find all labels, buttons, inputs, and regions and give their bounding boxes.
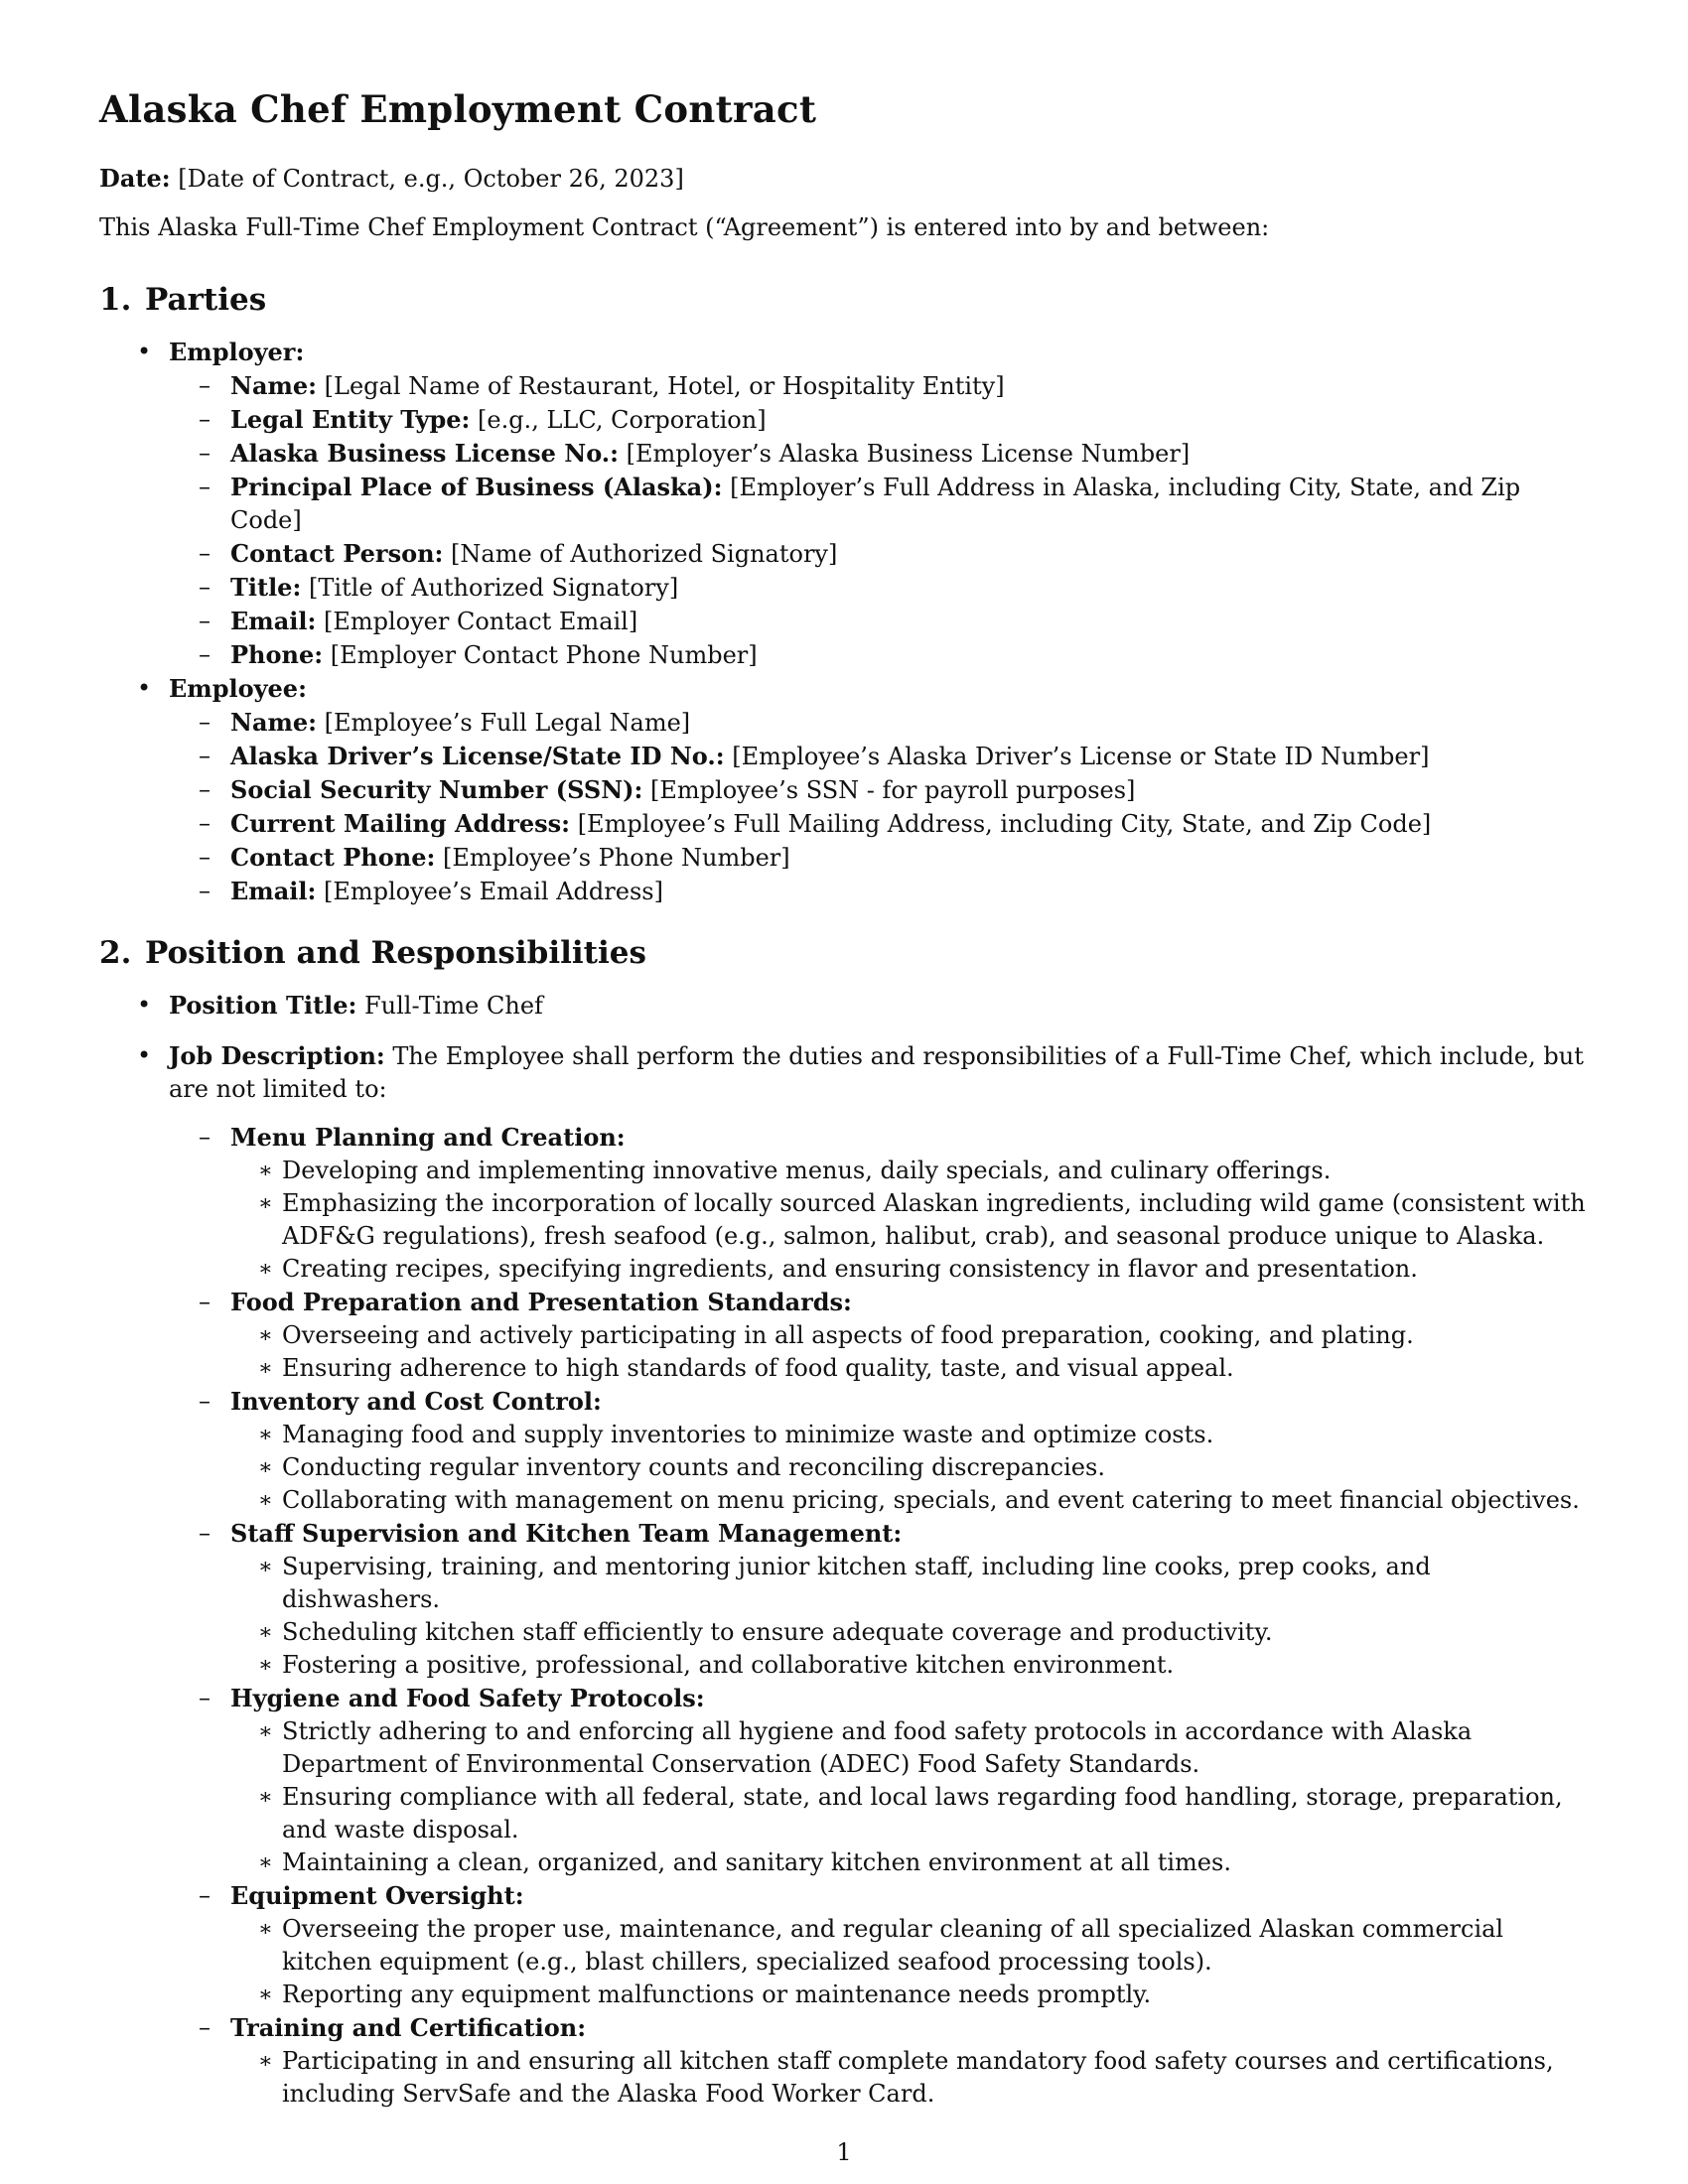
duty-text: Ensuring compliance with all federal, state, and local laws regarding food handling, storage, preparation, and waste disposal. (282, 1783, 1563, 1843)
employer-label: Employer: (169, 338, 305, 366)
position-list (99, 989, 1589, 2111)
field-value: [Employee’s Full Mailing Address, including City, State, and Zip Code] (577, 810, 1432, 838)
field-value: [Employer Contact Email] (323, 608, 638, 635)
dash-icon: – (199, 1288, 211, 1315)
section-number: 1. (99, 282, 132, 318)
duty-category (169, 2011, 1589, 2111)
employer-field-item (169, 537, 1589, 571)
duty-text: Scheduling kitchen staff efficiently to ensure adequate coverage and productivity. (282, 1618, 1273, 1646)
dash-icon: – (199, 809, 211, 837)
dash-icon: – (199, 1123, 211, 1151)
asterisk-icon: ∗ (258, 1620, 273, 1645)
employee-field-item (169, 807, 1589, 841)
duty-items (230, 1419, 1589, 1517)
asterisk-icon: ∗ (258, 1356, 273, 1381)
duty-text: Ensuring adherence to high standards of food quality, taste, and visual appeal. (282, 1354, 1234, 1382)
duty-category (169, 1517, 1589, 1682)
duty-items (230, 1155, 1589, 1286)
bullet-icon: • (137, 991, 152, 1019)
employee-label: Employee: (169, 674, 307, 703)
section-heading-parties (99, 282, 266, 318)
dash-icon: – (199, 371, 211, 399)
duty-text: Participating in and ensuring all kitchen staff complete mandatory food safety courses and certifications, including ServSafe and the Alaska Food Worker Card. (282, 2047, 1554, 2108)
dash-icon: – (199, 573, 211, 601)
duty-items (230, 1551, 1589, 1682)
document-title: Alaska Chef Employment Contract (99, 87, 817, 131)
dash-icon: – (199, 1684, 211, 1711)
employer-field-item (169, 369, 1589, 403)
dash-icon: – (199, 775, 211, 803)
duties-list (169, 1121, 1589, 2111)
duty-text: Managing food and supply inventories to minimize waste and optimize costs. (282, 1421, 1214, 1448)
position-label: Position Title: (169, 991, 357, 1020)
employer-details (169, 369, 1589, 672)
duty-heading: Equipment Oversight: (230, 1881, 524, 1910)
duty-heading: Training and Certification: (230, 2013, 587, 2042)
duty-text: Collaborating with management on menu pricing, specials, and event catering to meet financial objectives. (282, 1486, 1580, 1514)
employee-field-item (169, 841, 1589, 875)
field-value: [Employer’s Full Address in Alaska, including City, State, and Zip Code] (230, 474, 1521, 534)
duty-text: Supervising, training, and mentoring junior kitchen staff, including line cooks, prep cooks, and dishwashers. (282, 1553, 1431, 1613)
field-value: [Employee’s Alaska Driver’s License or State ID Number] (732, 743, 1430, 770)
duty-item (230, 1451, 1589, 1484)
duty-text: Reporting any equipment malfunctions or maintenance needs promptly. (282, 1980, 1152, 2008)
duty-text: Fostering a positive, professional, and collaborative kitchen environment. (282, 1651, 1175, 1679)
asterisk-icon: ∗ (258, 1917, 273, 1942)
list-item-job-description (99, 1039, 1589, 2111)
duty-item (230, 2045, 1589, 2111)
duty-heading: Hygiene and Food Safety Protocols: (230, 1684, 705, 1712)
field-label: Current Mailing Address: (230, 809, 571, 838)
field-label: Name: (230, 371, 318, 400)
duty-item (230, 1253, 1589, 1286)
list-item-employer (99, 336, 1589, 672)
field-value: [Title of Authorized Signatory] (308, 574, 679, 602)
duty-item (230, 1319, 1589, 1352)
field-label: Contact Phone: (230, 843, 436, 872)
asterisk-icon: ∗ (258, 2049, 273, 2074)
field-value: [Name of Authorized Signatory] (451, 540, 838, 568)
field-value: [Employer’s Alaska Business License Number] (626, 440, 1191, 468)
asterisk-icon: ∗ (258, 1455, 273, 1480)
employer-field-item (169, 403, 1589, 437)
section-heading-position (99, 935, 646, 971)
duty-text: Emphasizing the incorporation of locally sourced Alaskan ingredients, including wild game (consistent with ADF&G regulations), fresh seafood (e.g., salmon, halibut, crab), and seasonal produce unique to Alaska. (282, 1189, 1586, 1250)
asterisk-icon: ∗ (258, 1488, 273, 1513)
employer-field-item (169, 638, 1589, 672)
jobdesc-value: The Employee shall perform the duties and responsibilities of a Full-Time Chef, which include, but are not limited to: (169, 1042, 1584, 1103)
duty-category (169, 1286, 1589, 1385)
field-value: [Legal Name of Restaurant, Hotel, or Hospitality Entity] (324, 372, 1005, 400)
dash-icon: – (199, 843, 211, 871)
field-label: Email: (230, 877, 317, 905)
duty-text: Overseeing the proper use, maintenance, and regular cleaning of all specialized Alaskan commercial kitchen equipment (e.g., blast chillers, specialized seafood processing tools). (282, 1915, 1504, 1976)
duty-item (230, 1846, 1589, 1879)
dash-icon: – (199, 742, 211, 769)
asterisk-icon: ∗ (258, 1982, 273, 2007)
field-value: [Employer Contact Phone Number] (330, 641, 758, 669)
duty-text: Overseeing and actively participating in all aspects of food preparation, cooking, and plating. (282, 1321, 1414, 1349)
duty-heading: Staff Supervision and Kitchen Team Management: (230, 1519, 903, 1548)
duty-heading: Food Preparation and Presentation Standards: (230, 1288, 852, 1316)
duty-category (169, 1682, 1589, 1879)
dash-icon: – (199, 1387, 211, 1415)
asterisk-icon: ∗ (258, 1850, 273, 1875)
field-label: Alaska Driver’s License/State ID No.: (230, 742, 725, 770)
duty-category (169, 1385, 1589, 1517)
field-label: Email: (230, 607, 317, 635)
dash-icon: – (199, 473, 211, 500)
duty-text: Developing and implementing innovative menus, daily specials, and culinary offerings. (282, 1157, 1332, 1184)
field-value: [Employee’s Full Legal Name] (324, 709, 691, 737)
duty-item (230, 1649, 1589, 1682)
dash-icon: – (199, 439, 211, 467)
duty-item (230, 1616, 1589, 1649)
dash-icon: – (199, 877, 211, 904)
dash-icon: – (199, 539, 211, 567)
list-item-employee (99, 672, 1589, 908)
duty-item (230, 1352, 1589, 1385)
asterisk-icon: ∗ (258, 1323, 273, 1348)
bullet-icon: • (137, 338, 152, 365)
asterisk-icon: ∗ (258, 1719, 273, 1744)
field-label: Phone: (230, 640, 324, 669)
duty-text: Maintaining a clean, organized, and sanitary kitchen environment at all times. (282, 1848, 1231, 1876)
employee-field-item (169, 706, 1589, 740)
duty-items (230, 1319, 1589, 1385)
employee-field-item (169, 875, 1589, 908)
asterisk-icon: ∗ (258, 1785, 273, 1810)
duty-item (230, 1979, 1589, 2011)
page-number: 1 (836, 2138, 852, 2166)
section-title: Parties (145, 282, 267, 318)
asterisk-icon: ∗ (258, 1423, 273, 1447)
field-label: Contact Person: (230, 539, 444, 568)
date-value: [Date of Contract, e.g., October 26, 2023] (178, 165, 684, 193)
dash-icon: – (199, 1519, 211, 1547)
duty-category (169, 1121, 1589, 1286)
employer-field-item (169, 571, 1589, 605)
bullet-icon: • (137, 674, 152, 702)
duty-item (230, 1715, 1589, 1781)
dash-icon: – (199, 708, 211, 736)
employer-field-item (169, 437, 1589, 471)
field-value: [e.g., LLC, Corporation] (478, 406, 767, 434)
field-value: [Employee’s SSN - for payroll purposes] (650, 776, 1136, 804)
duty-text: Creating recipes, specifying ingredients, and ensuring consistency in flavor and presentation. (282, 1255, 1418, 1283)
dash-icon: – (199, 405, 211, 433)
asterisk-icon: ∗ (258, 1257, 273, 1282)
duty-heading: Inventory and Cost Control: (230, 1387, 602, 1416)
field-label: Title: (230, 573, 302, 602)
duty-item (230, 1781, 1589, 1846)
duty-text: Conducting regular inventory counts and reconciling discrepancies. (282, 1453, 1105, 1481)
asterisk-icon: ∗ (258, 1159, 273, 1183)
contract-date (99, 162, 684, 196)
duty-items (230, 2045, 1589, 2111)
duty-heading: Menu Planning and Creation: (230, 1123, 626, 1152)
dash-icon: – (199, 607, 211, 634)
date-label: Date: (99, 164, 171, 193)
parties-list (99, 336, 1589, 908)
employee-details (169, 706, 1589, 908)
duty-category (169, 1879, 1589, 2011)
field-label: Alaska Business License No.: (230, 439, 619, 468)
duty-items (230, 1715, 1589, 1879)
field-label: Principal Place of Business (Alaska): (230, 473, 723, 501)
employer-field-item (169, 471, 1589, 537)
duty-item (230, 1551, 1589, 1616)
duty-item (230, 1187, 1589, 1253)
employee-field-item (169, 773, 1589, 807)
section-number: 2. (99, 935, 132, 971)
intro-paragraph: This Alaska Full-Time Chef Employment Contract (“Agreement”) is entered into by and between: (99, 213, 1270, 241)
duty-items (230, 1913, 1589, 2011)
asterisk-icon: ∗ (258, 1191, 273, 1216)
duty-item (230, 1913, 1589, 1979)
duty-item (230, 1419, 1589, 1451)
field-value: [Employee’s Phone Number] (442, 844, 790, 872)
dash-icon: – (199, 640, 211, 668)
duty-item (230, 1484, 1589, 1517)
list-item-position-title (99, 989, 1589, 1023)
field-label: Social Security Number (SSN): (230, 775, 643, 804)
duty-item (230, 1155, 1589, 1187)
field-label: Name: (230, 708, 318, 737)
dash-icon: – (199, 2013, 211, 2041)
field-value: [Employee’s Email Address] (323, 878, 663, 905)
duty-text: Strictly adhering to and enforcing all hygiene and food safety protocols in accordance with Alaska Department of Environmental Conservation (ADEC) Food Safety Standards. (282, 1717, 1473, 1778)
asterisk-icon: ∗ (258, 1555, 273, 1579)
position-value: Full-Time Chef (364, 992, 543, 1020)
asterisk-icon: ∗ (258, 1653, 273, 1678)
section-title: Position and Responsibilities (145, 935, 646, 971)
employee-field-item (169, 740, 1589, 773)
dash-icon: – (199, 1881, 211, 1909)
jobdesc-label: Job Description: (169, 1041, 385, 1070)
employer-field-item (169, 605, 1589, 638)
field-label: Legal Entity Type: (230, 405, 471, 434)
bullet-icon: • (137, 1041, 152, 1069)
